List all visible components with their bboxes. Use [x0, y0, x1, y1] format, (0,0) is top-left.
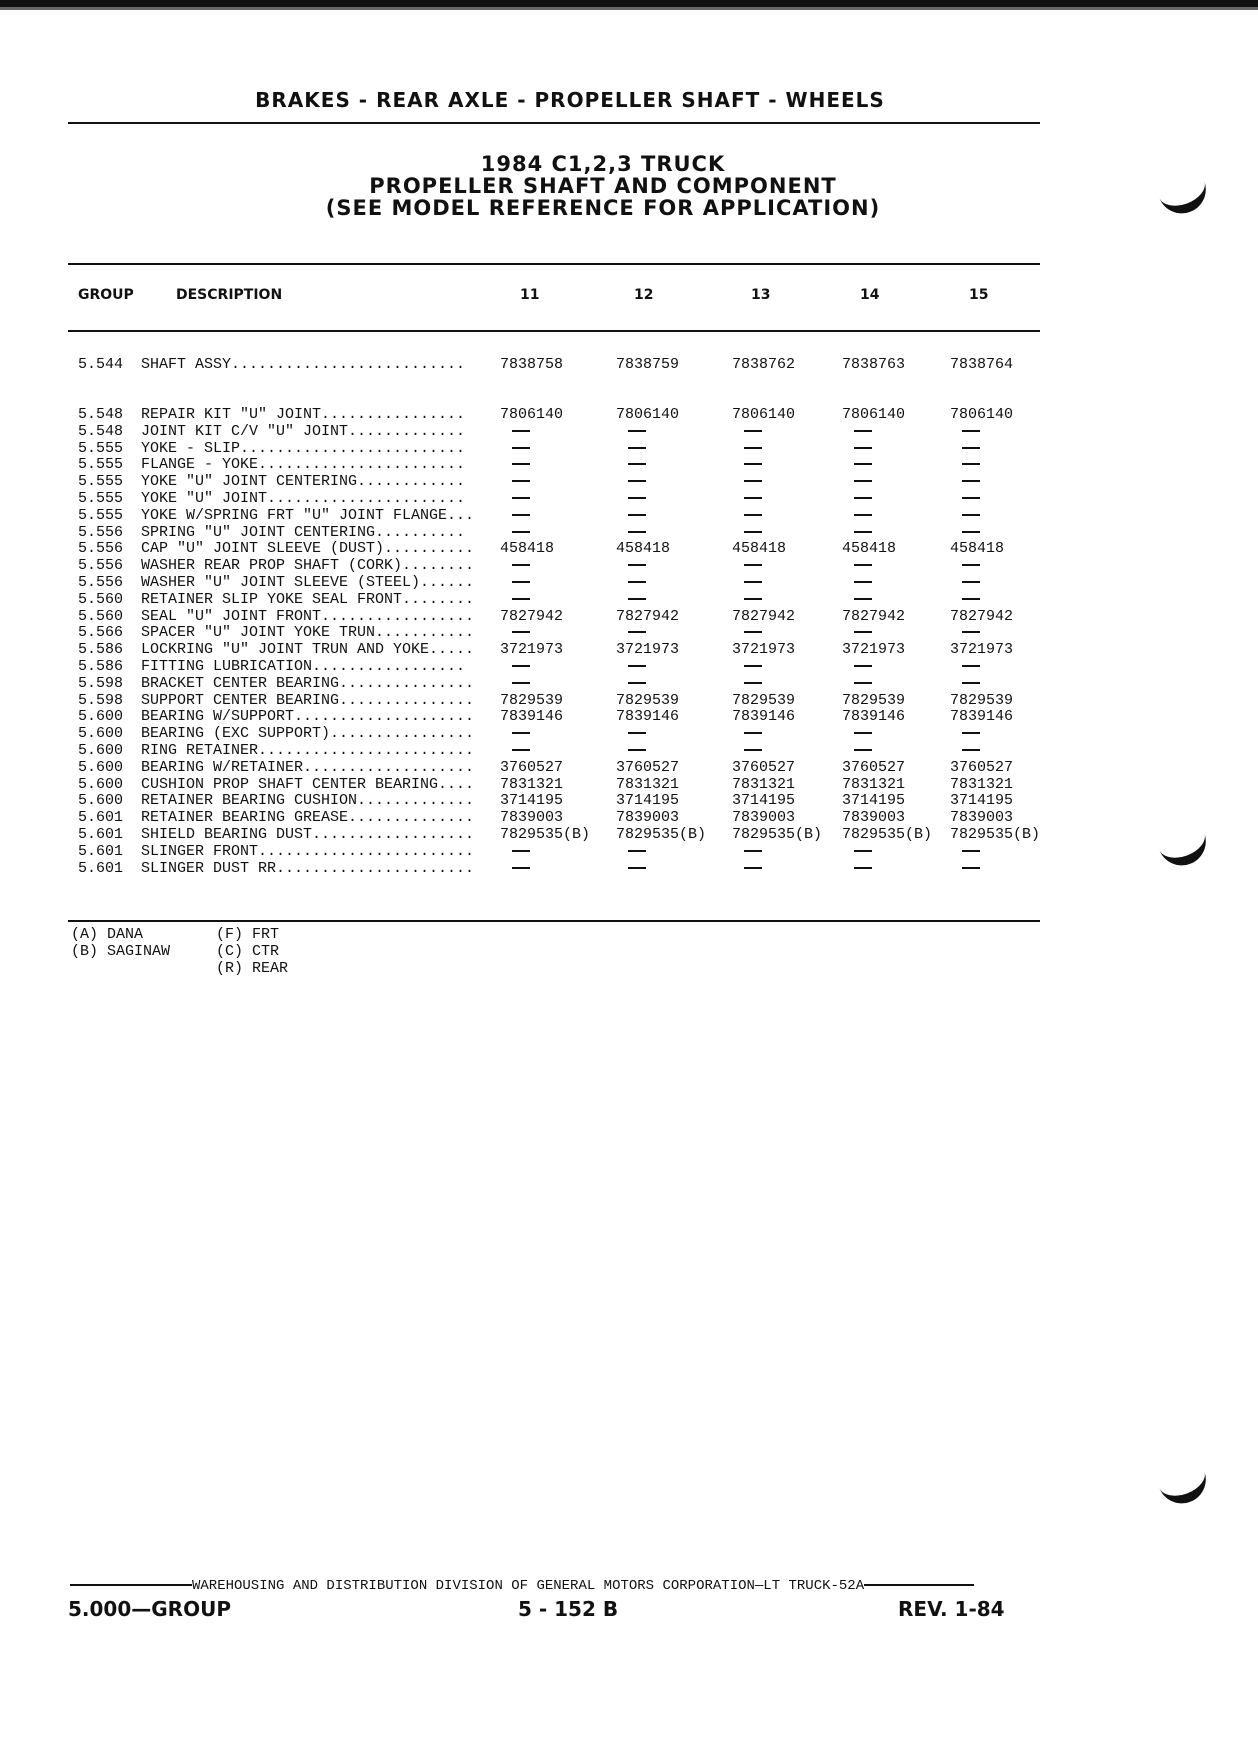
section-header: BRAKES - REAR AXLE - PROPELLER SHAFT - WHEELS — [255, 88, 885, 112]
not-applicable-dash — [950, 860, 980, 877]
not-applicable-dash — [616, 843, 646, 860]
not-applicable-dash — [732, 725, 762, 742]
part-number: 7806140 — [732, 406, 796, 423]
part-number: 3721973 — [616, 641, 680, 659]
part-number: 3714195 — [732, 792, 796, 810]
not-applicable-dash — [616, 507, 646, 524]
group-code: 5.556 — [78, 557, 124, 575]
table-row — [0, 809, 1258, 826]
table-top-rule — [68, 263, 1040, 265]
col-14-header: 14 — [860, 287, 880, 303]
group-code: 5.586 — [78, 641, 124, 659]
title-line-1: 1984 C1,2,3 TRUCK — [480, 152, 726, 176]
not-applicable-dash — [500, 557, 530, 574]
part-number: 3760527 — [842, 758, 906, 776]
not-applicable-dash — [842, 725, 872, 742]
not-applicable-dash — [616, 490, 646, 507]
legend-item: (B) SAGINAW — [71, 943, 171, 960]
part-number: 7827942 — [950, 607, 1014, 625]
table-row — [0, 490, 1258, 507]
footer-rule-left — [70, 1584, 192, 1586]
part-number: 7806140 — [616, 406, 680, 423]
part-number: 7829539 — [500, 691, 564, 709]
not-applicable-dash — [732, 658, 762, 675]
not-applicable-dash — [732, 557, 762, 574]
not-applicable-dash — [500, 490, 530, 507]
part-description: RING RETAINER........................ — [141, 742, 475, 759]
part-description: SPRING "U" JOINT CENTERING.......... — [141, 523, 466, 541]
part-number: 7829535(B) — [950, 826, 1041, 843]
not-applicable-dash — [842, 507, 872, 524]
part-description: FITTING LUBRICATION................. — [141, 658, 466, 675]
part-number: 7839003 — [842, 809, 906, 827]
title-line-2: PROPELLER SHAFT AND COMPONENT — [369, 174, 837, 198]
group-code: 5.600 — [78, 758, 124, 776]
part-description: FLANGE - YOKE....................... — [141, 456, 466, 474]
part-number: 7827942 — [732, 607, 796, 625]
table-row — [0, 423, 1258, 440]
part-number: 7831321 — [616, 775, 680, 793]
not-applicable-dash — [500, 423, 530, 440]
not-applicable-dash — [842, 557, 872, 574]
footer-revision: REV. 1-84 — [898, 1597, 1005, 1621]
col-group-header: GROUP — [78, 287, 134, 303]
part-number: 3714195 — [500, 792, 564, 810]
not-applicable-dash — [616, 524, 646, 541]
table-row — [0, 759, 1258, 776]
part-number: 458418 — [950, 540, 1005, 558]
not-applicable-dash — [732, 440, 762, 457]
part-number: 7829539 — [732, 691, 796, 709]
part-description: YOKE W/SPRING FRT "U" JOINT FLANGE... — [141, 506, 475, 524]
part-number: 7827942 — [500, 607, 564, 625]
part-number: 3760527 — [950, 758, 1014, 776]
col-11-header: 11 — [520, 287, 540, 303]
table-row — [0, 708, 1258, 725]
table-row — [0, 776, 1258, 793]
part-description: LOCKRING "U" JOINT TRUN AND YOKE..... — [141, 641, 475, 659]
part-number: 7806140 — [950, 406, 1014, 423]
not-applicable-dash — [732, 473, 762, 490]
group-code: 5.601 — [78, 809, 124, 827]
part-description: SLINGER FRONT........................ — [141, 842, 475, 860]
group-code: 5.600 — [78, 708, 124, 726]
not-applicable-dash — [732, 843, 762, 860]
group-code: 5.598 — [78, 674, 124, 692]
table-row — [0, 641, 1258, 658]
not-applicable-dash — [616, 624, 646, 641]
not-applicable-dash — [842, 456, 872, 473]
part-number: 7829535(B) — [842, 826, 933, 843]
part-number: 3721973 — [500, 641, 564, 659]
not-applicable-dash — [950, 658, 980, 675]
group-code: 5.555 — [78, 456, 124, 474]
table-row — [0, 658, 1258, 675]
part-description: BEARING W/RETAINER................... — [141, 758, 475, 776]
not-applicable-dash — [842, 860, 872, 877]
not-applicable-dash — [842, 423, 872, 440]
not-applicable-dash — [950, 440, 980, 457]
part-number: 7839146 — [500, 708, 564, 726]
not-applicable-dash — [500, 574, 530, 591]
group-code: 5.548 — [78, 422, 124, 440]
not-applicable-dash — [950, 557, 980, 574]
table-row — [0, 557, 1258, 574]
part-number: 7838762 — [732, 356, 796, 373]
group-code: 5.598 — [78, 691, 124, 709]
table-row — [0, 507, 1258, 524]
part-number: 7838759 — [616, 356, 680, 373]
not-applicable-dash — [500, 843, 530, 860]
part-description: WASHER "U" JOINT SLEEVE (STEEL)...... — [141, 574, 475, 591]
part-number: 3721973 — [950, 641, 1014, 659]
not-applicable-dash — [616, 423, 646, 440]
not-applicable-dash — [842, 574, 872, 591]
legend-item: (F) FRT — [216, 926, 280, 943]
group-code: 5.555 — [78, 439, 124, 457]
part-number: 7839003 — [616, 809, 680, 827]
table-header-rule — [68, 330, 1040, 332]
part-number: 7829539 — [950, 691, 1014, 709]
not-applicable-dash — [500, 456, 530, 473]
part-description: YOKE "U" JOINT CENTERING............ — [141, 473, 466, 491]
part-number: 7839003 — [732, 809, 796, 827]
not-applicable-dash — [950, 507, 980, 524]
group-code: 5.555 — [78, 490, 124, 507]
not-applicable-dash — [950, 456, 980, 473]
group-code: 5.601 — [78, 859, 124, 877]
not-applicable-dash — [500, 473, 530, 490]
group-code: 5.600 — [78, 792, 124, 810]
part-number: 3721973 — [842, 641, 906, 659]
not-applicable-dash — [950, 624, 980, 641]
table-row — [0, 574, 1258, 591]
group-code: 5.555 — [78, 506, 124, 524]
not-applicable-dash — [842, 473, 872, 490]
not-applicable-dash — [500, 860, 530, 877]
part-number: 3721973 — [732, 641, 796, 659]
part-number: 7827942 — [616, 607, 680, 625]
table-row — [0, 540, 1258, 557]
legend-item: (R) REAR — [216, 960, 289, 977]
part-description: SPACER "U" JOINT YOKE TRUN........... — [141, 624, 475, 642]
table-row — [0, 473, 1258, 490]
table-row — [0, 792, 1258, 809]
not-applicable-dash — [732, 742, 762, 759]
legend-sources — [71, 926, 170, 960]
part-description: SUPPORT CENTER BEARING............... — [141, 691, 475, 709]
group-code: 5.560 — [78, 590, 124, 608]
part-description: JOINT KIT C/V "U" JOINT............. — [141, 422, 466, 440]
part-description: SEAL "U" JOINT FRONT................. — [141, 607, 475, 625]
not-applicable-dash — [616, 591, 646, 608]
not-applicable-dash — [616, 456, 646, 473]
not-applicable-dash — [616, 742, 646, 759]
not-applicable-dash — [732, 456, 762, 473]
not-applicable-dash — [500, 507, 530, 524]
table-row — [0, 742, 1258, 759]
group-code: 5.556 — [78, 523, 124, 541]
not-applicable-dash — [732, 490, 762, 507]
not-applicable-dash — [950, 591, 980, 608]
part-description: SHAFT ASSY.......................... — [141, 356, 466, 373]
not-applicable-dash — [950, 490, 980, 507]
not-applicable-dash — [732, 591, 762, 608]
part-number: 3760527 — [732, 758, 796, 776]
part-number: 7829535(B) — [500, 826, 591, 843]
group-code: 5.544 — [78, 356, 124, 373]
page-title — [0, 153, 1206, 219]
part-number: 458418 — [616, 540, 671, 558]
not-applicable-dash — [500, 524, 530, 541]
group-code: 5.548 — [78, 406, 124, 423]
not-applicable-dash — [842, 591, 872, 608]
table-row — [0, 843, 1258, 860]
not-applicable-dash — [950, 675, 980, 692]
scan-top-edge — [0, 0, 1258, 10]
part-number: 7831321 — [732, 775, 796, 793]
part-description: SLINGER DUST RR...................... — [141, 859, 475, 877]
part-number: 7829535(B) — [732, 826, 823, 843]
part-description: SHIELD BEARING DUST.................. — [141, 826, 475, 843]
binder-ring-mark — [1155, 1461, 1212, 1510]
part-number: 7827942 — [842, 607, 906, 625]
not-applicable-dash — [842, 742, 872, 759]
not-applicable-dash — [950, 423, 980, 440]
not-applicable-dash — [842, 843, 872, 860]
group-code: 5.586 — [78, 658, 124, 675]
part-number: 7839003 — [950, 809, 1014, 827]
part-number: 7839146 — [616, 708, 680, 726]
part-number: 458418 — [732, 540, 787, 558]
part-number: 3714195 — [950, 792, 1014, 810]
not-applicable-dash — [616, 473, 646, 490]
table-row — [0, 356, 1258, 373]
group-code: 5.600 — [78, 775, 124, 793]
part-description: RETAINER BEARING GREASE.............. — [141, 809, 475, 827]
not-applicable-dash — [842, 490, 872, 507]
legend-item: (C) CTR — [216, 943, 280, 960]
part-number: 7839146 — [842, 708, 906, 726]
not-applicable-dash — [950, 473, 980, 490]
part-number: 3760527 — [616, 758, 680, 776]
footer-page-number: 5 - 152 B — [518, 1597, 619, 1621]
part-description: YOKE - SLIP......................... — [141, 439, 466, 457]
legend-item: (A) DANA — [71, 926, 144, 943]
not-applicable-dash — [732, 860, 762, 877]
not-applicable-dash — [732, 524, 762, 541]
part-number: 3714195 — [842, 792, 906, 810]
group-code: 5.566 — [78, 624, 124, 642]
part-description: RETAINER BEARING CUSHION............. — [141, 792, 475, 810]
part-number: 7829535(B) — [616, 826, 707, 843]
group-code: 5.556 — [78, 540, 124, 558]
not-applicable-dash — [950, 843, 980, 860]
part-number: 7838763 — [842, 356, 906, 373]
not-applicable-dash — [616, 557, 646, 574]
not-applicable-dash — [950, 574, 980, 591]
group-code: 5.601 — [78, 842, 124, 860]
table-row — [0, 725, 1258, 742]
table-row — [0, 608, 1258, 625]
table-row — [0, 591, 1258, 608]
part-number: 7839003 — [500, 809, 564, 827]
part-description: WASHER REAR PROP SHAFT (CORK)........ — [141, 557, 475, 575]
group-code: 5.600 — [78, 742, 124, 759]
table-row — [0, 826, 1258, 843]
part-number: 7829539 — [616, 691, 680, 709]
part-number: 7838764 — [950, 356, 1014, 373]
not-applicable-dash — [616, 658, 646, 675]
table-row — [0, 860, 1258, 877]
part-number: 7839146 — [950, 708, 1014, 726]
not-applicable-dash — [732, 574, 762, 591]
not-applicable-dash — [616, 440, 646, 457]
title-line-3: (SEE MODEL REFERENCE FOR APPLICATION) — [325, 196, 881, 220]
part-number: 7829539 — [842, 691, 906, 709]
part-number: 7806140 — [842, 406, 906, 423]
table-bottom-rule — [68, 920, 1040, 922]
part-number: 7831321 — [950, 775, 1014, 793]
not-applicable-dash — [732, 423, 762, 440]
part-number: 7831321 — [500, 775, 564, 793]
group-code: 5.601 — [78, 826, 124, 843]
not-applicable-dash — [616, 725, 646, 742]
not-applicable-dash — [616, 574, 646, 591]
not-applicable-dash — [842, 524, 872, 541]
table-row — [0, 692, 1258, 709]
footer-rule-right — [864, 1584, 974, 1586]
part-number: 458418 — [500, 540, 555, 558]
not-applicable-dash — [732, 624, 762, 641]
table-row — [0, 524, 1258, 541]
footer-publisher: WAREHOUSING AND DISTRIBUTION DIVISION OF GENERAL MOTORS CORPORATION—LT TRUCK-52A — [192, 1578, 865, 1594]
not-applicable-dash — [842, 624, 872, 641]
not-applicable-dash — [500, 658, 530, 675]
group-code: 5.600 — [78, 725, 124, 743]
not-applicable-dash — [842, 440, 872, 457]
group-code: 5.556 — [78, 574, 124, 591]
footer-publisher-line — [70, 1578, 1030, 1594]
not-applicable-dash — [500, 440, 530, 457]
not-applicable-dash — [950, 742, 980, 759]
part-description: CUSHION PROP SHAFT CENTER BEARING.... — [141, 775, 475, 793]
header-rule — [68, 122, 1040, 124]
not-applicable-dash — [842, 675, 872, 692]
col-description-header: DESCRIPTION — [176, 287, 283, 303]
part-number: 7831321 — [842, 775, 906, 793]
not-applicable-dash — [500, 624, 530, 641]
part-number: 458418 — [842, 540, 897, 558]
not-applicable-dash — [732, 675, 762, 692]
table-row — [0, 675, 1258, 692]
not-applicable-dash — [950, 524, 980, 541]
part-number: 7838758 — [500, 356, 564, 373]
group-code: 5.560 — [78, 607, 124, 625]
part-description: BEARING W/SUPPORT.................... — [141, 708, 475, 726]
not-applicable-dash — [500, 742, 530, 759]
col-13-header: 13 — [751, 287, 771, 303]
not-applicable-dash — [842, 658, 872, 675]
part-description: BRACKET CENTER BEARING............... — [141, 674, 475, 692]
not-applicable-dash — [616, 860, 646, 877]
footer-group: 5.000—GROUP — [68, 1597, 231, 1621]
part-description: CAP "U" JOINT SLEEVE (DUST).......... — [141, 540, 475, 558]
not-applicable-dash — [732, 507, 762, 524]
col-15-header: 15 — [969, 287, 989, 303]
not-applicable-dash — [500, 591, 530, 608]
part-number: 3760527 — [500, 758, 564, 776]
part-description: YOKE "U" JOINT...................... — [141, 490, 466, 507]
col-12-header: 12 — [634, 287, 654, 303]
table-row — [0, 456, 1258, 473]
legend-positions — [216, 926, 288, 977]
part-number: 7839146 — [732, 708, 796, 726]
part-description: BEARING (EXC SUPPORT)................ — [141, 725, 475, 743]
not-applicable-dash — [950, 725, 980, 742]
part-description: REPAIR KIT "U" JOINT................ — [141, 406, 466, 423]
part-description: RETAINER SLIP YOKE SEAL FRONT........ — [141, 590, 475, 608]
table-row — [0, 440, 1258, 457]
part-number: 3714195 — [616, 792, 680, 810]
not-applicable-dash — [500, 725, 530, 742]
part-number: 7806140 — [500, 406, 564, 423]
group-code: 5.555 — [78, 473, 124, 491]
table-row — [0, 406, 1258, 423]
table-row — [0, 624, 1258, 641]
not-applicable-dash — [616, 675, 646, 692]
not-applicable-dash — [500, 675, 530, 692]
